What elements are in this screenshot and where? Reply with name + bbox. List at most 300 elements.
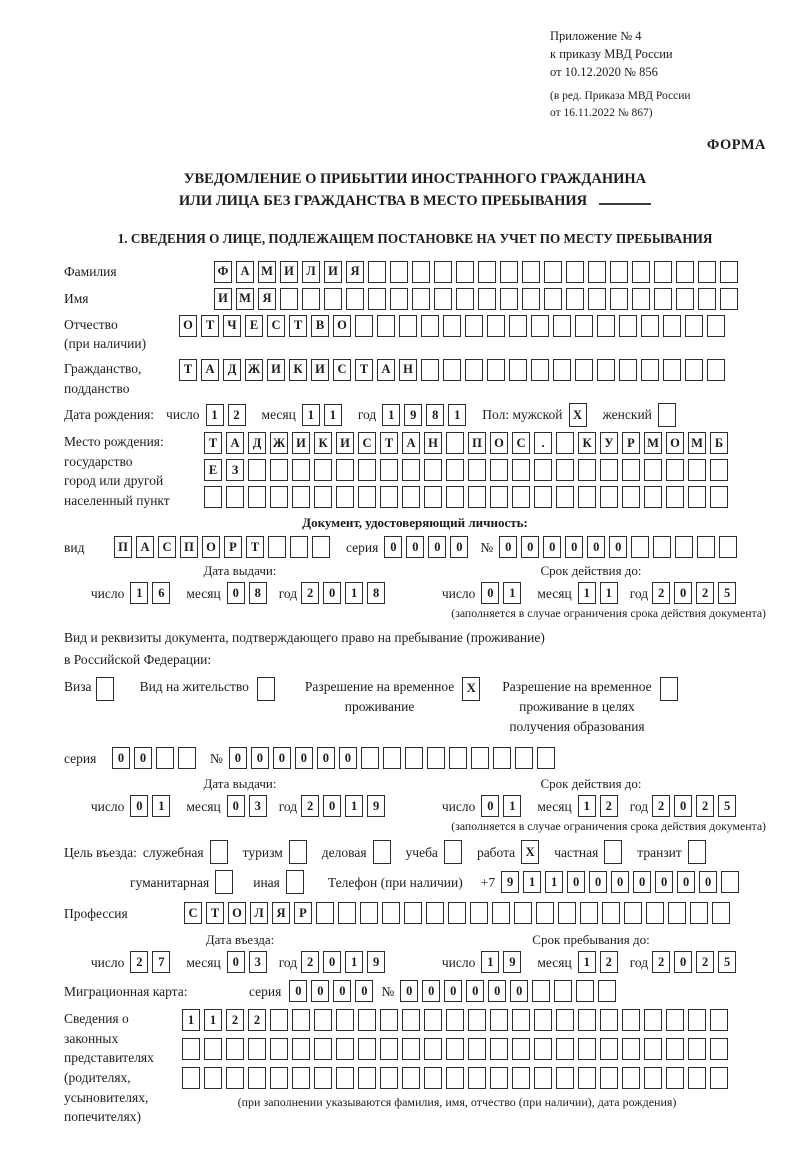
char-cell[interactable] [600,1038,618,1060]
char-cell[interactable]: А [201,359,219,381]
char-cell[interactable] [468,1009,486,1031]
char-cell[interactable]: 0 [317,747,335,769]
char-cell[interactable] [556,459,574,481]
char-cell[interactable] [619,315,637,337]
char-cell[interactable]: 1 [600,582,618,604]
char-cell[interactable] [490,486,508,508]
char-cell[interactable] [446,1009,464,1031]
char-cell[interactable]: 0 [611,871,629,893]
char-cell[interactable]: 1 [545,871,563,893]
char-cell[interactable]: К [289,359,307,381]
char-cell[interactable] [443,359,461,381]
char-cell[interactable] [720,288,738,310]
char-cell[interactable]: А [377,359,395,381]
char-cell[interactable] [280,288,298,310]
char-cell[interactable]: 2 [696,951,714,973]
char-cell[interactable] [544,261,562,283]
char-cell[interactable]: 0 [510,980,528,1002]
char-cell[interactable] [368,288,386,310]
char-cell[interactable]: Т [201,315,219,337]
char-cell[interactable] [399,315,417,337]
char-cell[interactable] [666,1067,684,1089]
char-cell[interactable] [336,1067,354,1089]
char-cell[interactable] [522,288,540,310]
char-cell[interactable] [610,261,628,283]
char-cell[interactable]: Е [204,459,222,481]
char-cell[interactable]: О [490,432,508,454]
char-cell[interactable] [578,1009,596,1031]
char-cell[interactable] [631,536,649,558]
char-cell[interactable]: И [324,261,342,283]
char-cell[interactable]: 2 [248,1009,266,1031]
char-cell[interactable]: Н [424,432,442,454]
char-cell[interactable] [588,288,606,310]
char-cell[interactable] [644,1009,662,1031]
char-cell[interactable]: М [258,261,276,283]
char-cell[interactable]: 0 [355,980,373,1002]
char-cell[interactable]: Д [223,359,241,381]
char-cell[interactable]: 2 [696,582,714,604]
char-cell[interactable]: 5 [718,795,736,817]
char-cell[interactable]: С [267,315,285,337]
char-cell[interactable] [688,1009,706,1031]
char-cell[interactable] [226,1038,244,1060]
char-cell[interactable]: Т [246,536,264,558]
char-cell[interactable] [578,459,596,481]
char-cell[interactable]: 1 [448,404,466,426]
char-cell[interactable] [446,432,464,454]
char-cell[interactable] [373,840,391,864]
char-cell[interactable] [412,261,430,283]
char-cell[interactable] [402,459,420,481]
char-cell[interactable] [449,747,467,769]
char-cell[interactable] [663,359,681,381]
char-cell[interactable] [556,1038,574,1060]
char-cell[interactable]: 0 [112,747,130,769]
char-cell[interactable]: З [226,459,244,481]
char-cell[interactable]: 0 [400,980,418,1002]
char-cell[interactable] [421,315,439,337]
char-cell[interactable] [478,261,496,283]
char-cell[interactable]: 0 [677,871,695,893]
char-cell[interactable]: С [512,432,530,454]
char-cell[interactable] [456,261,474,283]
char-cell[interactable]: 9 [501,871,519,893]
char-cell[interactable] [676,261,694,283]
char-cell[interactable] [465,359,483,381]
char-cell[interactable]: Р [622,432,640,454]
char-cell[interactable] [292,459,310,481]
char-cell[interactable] [558,902,576,924]
char-cell[interactable] [698,288,716,310]
char-cell[interactable]: Т [179,359,197,381]
char-cell[interactable]: 0 [227,951,245,973]
char-cell[interactable] [597,315,615,337]
char-cell[interactable] [654,288,672,310]
char-cell[interactable] [358,486,376,508]
char-cell[interactable] [289,840,307,864]
char-cell[interactable]: Н [399,359,417,381]
char-cell[interactable]: Ф [214,261,232,283]
char-cell[interactable] [619,359,637,381]
char-cell[interactable] [456,288,474,310]
char-cell[interactable] [537,747,555,769]
char-cell[interactable] [380,1038,398,1060]
char-cell[interactable] [688,840,706,864]
char-cell[interactable] [215,870,233,894]
char-cell[interactable]: 5 [718,582,736,604]
char-cell[interactable] [210,840,228,864]
char-cell[interactable]: И [214,288,232,310]
char-cell[interactable]: 0 [488,980,506,1002]
char-cell[interactable] [553,359,571,381]
char-cell[interactable] [204,1038,222,1060]
char-cell[interactable] [610,288,628,310]
char-cell[interactable] [290,536,308,558]
char-cell[interactable]: М [644,432,662,454]
char-cell[interactable]: 2 [301,795,319,817]
char-cell[interactable] [690,902,708,924]
char-cell[interactable] [424,1009,442,1031]
char-cell[interactable]: 0 [674,582,692,604]
char-cell[interactable] [566,261,584,283]
char-cell[interactable] [597,359,615,381]
char-cell[interactable] [248,1067,266,1089]
char-cell[interactable]: 2 [652,582,670,604]
char-cell[interactable]: 0 [251,747,269,769]
char-cell[interactable]: 1 [130,582,148,604]
char-cell[interactable] [286,870,304,894]
char-cell[interactable] [424,1067,442,1089]
char-cell[interactable] [515,747,533,769]
char-cell[interactable]: Т [380,432,398,454]
char-cell[interactable]: 0 [567,871,585,893]
char-cell[interactable] [576,980,594,1002]
char-cell[interactable]: К [578,432,596,454]
char-cell[interactable] [434,261,452,283]
char-cell[interactable] [292,486,310,508]
char-cell[interactable]: 0 [428,536,446,558]
char-cell[interactable] [248,1038,266,1060]
char-cell[interactable] [710,1038,728,1060]
char-cell[interactable] [424,1038,442,1060]
char-cell[interactable]: 5 [718,951,736,973]
char-cell[interactable] [226,486,244,508]
char-cell[interactable]: 1 [324,404,342,426]
char-cell[interactable] [268,536,286,558]
char-cell[interactable] [426,902,444,924]
char-cell[interactable] [688,1067,706,1089]
char-cell[interactable] [578,486,596,508]
char-cell[interactable] [553,315,571,337]
char-cell[interactable] [178,747,196,769]
char-cell[interactable] [412,288,430,310]
char-cell[interactable] [646,902,664,924]
char-cell[interactable] [604,840,622,864]
char-cell[interactable] [270,1067,288,1089]
char-cell[interactable] [641,359,659,381]
char-cell[interactable]: О [333,315,351,337]
char-cell[interactable]: . [534,432,552,454]
char-cell[interactable] [534,1067,552,1089]
char-cell[interactable]: А [136,536,154,558]
char-cell[interactable] [292,1009,310,1031]
char-cell[interactable] [336,1009,354,1031]
char-cell[interactable] [380,486,398,508]
char-cell[interactable] [487,315,505,337]
char-cell[interactable]: 0 [565,536,583,558]
char-cell[interactable] [390,288,408,310]
char-cell[interactable] [316,902,334,924]
char-cell[interactable] [644,1067,662,1089]
char-cell[interactable]: С [333,359,351,381]
char-cell[interactable] [556,1009,574,1031]
char-cell[interactable] [622,459,640,481]
char-cell[interactable] [434,288,452,310]
char-cell[interactable]: 0 [481,582,499,604]
char-cell[interactable] [492,902,510,924]
char-cell[interactable] [226,1067,244,1089]
char-cell[interactable] [358,1038,376,1060]
char-cell[interactable] [204,486,222,508]
char-cell[interactable]: 2 [130,951,148,973]
char-cell[interactable] [478,288,496,310]
char-cell[interactable] [598,980,616,1002]
char-cell[interactable] [622,1038,640,1060]
char-cell[interactable] [666,459,684,481]
char-cell[interactable] [512,486,530,508]
char-cell[interactable] [358,1009,376,1031]
char-cell[interactable] [668,902,686,924]
char-cell[interactable]: 0 [295,747,313,769]
char-cell[interactable]: 0 [422,980,440,1002]
char-cell[interactable]: 1 [206,404,224,426]
char-cell[interactable] [600,486,618,508]
char-cell[interactable] [556,1067,574,1089]
char-cell[interactable] [721,871,739,893]
char-cell[interactable]: М [236,288,254,310]
char-cell[interactable] [644,1038,662,1060]
char-cell[interactable]: 0 [227,795,245,817]
char-cell[interactable] [446,1067,464,1089]
char-cell[interactable] [490,1009,508,1031]
char-cell[interactable]: 2 [600,951,618,973]
char-cell[interactable] [536,902,554,924]
char-cell[interactable] [653,536,671,558]
char-cell[interactable]: 2 [301,951,319,973]
char-cell[interactable] [368,261,386,283]
char-cell[interactable] [314,1067,332,1089]
char-cell[interactable] [575,359,593,381]
char-cell[interactable]: Т [206,902,224,924]
char-cell[interactable]: Т [355,359,373,381]
char-cell[interactable] [443,315,461,337]
char-cell[interactable]: 1 [152,795,170,817]
char-cell[interactable]: И [267,359,285,381]
char-cell[interactable] [500,261,518,283]
char-cell[interactable]: С [358,432,376,454]
char-cell[interactable] [532,980,550,1002]
char-cell[interactable] [580,902,598,924]
char-cell[interactable] [270,1038,288,1060]
char-cell[interactable]: 2 [652,951,670,973]
char-cell[interactable]: Е [245,315,263,337]
char-cell[interactable]: А [236,261,254,283]
char-cell[interactable]: Б [710,432,728,454]
char-cell[interactable] [346,288,364,310]
char-cell[interactable] [622,486,640,508]
char-cell[interactable]: 9 [404,404,422,426]
char-cell[interactable] [600,1067,618,1089]
char-cell[interactable] [470,902,488,924]
char-cell[interactable]: С [158,536,176,558]
char-cell[interactable] [554,980,572,1002]
char-cell[interactable] [575,315,593,337]
char-cell[interactable] [641,315,659,337]
char-cell[interactable] [522,261,540,283]
char-cell[interactable] [446,486,464,508]
char-cell[interactable]: 0 [289,980,307,1002]
char-cell[interactable] [324,288,342,310]
char-cell[interactable]: 1 [345,795,363,817]
char-cell[interactable] [248,459,266,481]
char-cell[interactable] [622,1067,640,1089]
char-cell[interactable] [292,1038,310,1060]
char-cell[interactable] [248,486,266,508]
char-cell[interactable]: 0 [609,536,627,558]
char-cell[interactable]: И [280,261,298,283]
char-cell[interactable] [446,459,464,481]
char-cell[interactable]: 1 [578,795,596,817]
char-cell[interactable]: О [666,432,684,454]
char-cell[interactable] [624,902,642,924]
char-cell[interactable]: И [292,432,310,454]
char-cell[interactable]: Ч [223,315,241,337]
char-cell[interactable]: О [202,536,220,558]
char-cell[interactable] [468,459,486,481]
char-cell[interactable]: 0 [406,536,424,558]
char-cell[interactable]: 0 [311,980,329,1002]
char-cell[interactable]: Я [346,261,364,283]
char-cell[interactable] [292,1067,310,1089]
char-cell[interactable]: Л [250,902,268,924]
char-cell[interactable] [336,486,354,508]
char-cell[interactable] [632,261,650,283]
char-cell[interactable]: Ж [270,432,288,454]
char-cell[interactable] [556,432,574,454]
char-cell[interactable] [490,1038,508,1060]
char-cell[interactable]: П [468,432,486,454]
char-cell[interactable] [182,1067,200,1089]
char-cell[interactable]: 0 [499,536,517,558]
char-cell[interactable] [405,747,423,769]
char-cell[interactable]: 0 [589,871,607,893]
char-cell[interactable] [402,486,420,508]
char-cell[interactable] [314,459,332,481]
char-cell[interactable] [336,1038,354,1060]
char-cell[interactable] [666,1009,684,1031]
char-cell[interactable]: У [600,432,618,454]
char-cell[interactable] [336,459,354,481]
char-cell[interactable]: 0 [339,747,357,769]
char-cell[interactable] [622,1009,640,1031]
char-cell[interactable]: П [180,536,198,558]
char-cell[interactable] [710,1009,728,1031]
char-cell[interactable] [602,902,620,924]
char-cell[interactable]: И [336,432,354,454]
char-cell[interactable]: 0 [587,536,605,558]
char-cell[interactable]: 0 [273,747,291,769]
char-cell[interactable] [487,359,505,381]
char-cell[interactable] [468,1067,486,1089]
char-cell[interactable] [314,1038,332,1060]
char-cell[interactable] [688,1038,706,1060]
char-cell[interactable] [710,1067,728,1089]
char-cell[interactable] [270,486,288,508]
char-cell[interactable]: О [228,902,246,924]
char-cell[interactable]: Т [289,315,307,337]
char-cell[interactable] [493,747,511,769]
char-cell[interactable]: Д [248,432,266,454]
char-cell[interactable] [257,677,275,701]
char-cell[interactable] [204,1067,222,1089]
char-cell[interactable]: 0 [444,980,462,1002]
char-cell[interactable] [421,359,439,381]
char-cell[interactable]: 9 [503,951,521,973]
char-cell[interactable]: 0 [674,951,692,973]
char-cell[interactable] [710,459,728,481]
char-cell[interactable] [270,1009,288,1031]
char-cell[interactable] [719,536,737,558]
char-cell[interactable] [314,486,332,508]
char-cell[interactable] [390,261,408,283]
char-cell[interactable]: 1 [523,871,541,893]
char-cell[interactable] [707,315,725,337]
char-cell[interactable]: 8 [426,404,444,426]
char-cell[interactable] [644,459,662,481]
char-cell[interactable]: А [226,432,244,454]
char-cell[interactable]: 0 [466,980,484,1002]
char-cell[interactable]: 0 [333,980,351,1002]
char-cell[interactable] [685,359,703,381]
char-cell[interactable]: 1 [481,951,499,973]
char-cell[interactable]: 2 [301,582,319,604]
char-cell[interactable]: 7 [152,951,170,973]
char-cell[interactable] [685,315,703,337]
char-cell[interactable] [424,486,442,508]
char-cell[interactable]: 9 [367,795,385,817]
char-cell[interactable] [509,315,527,337]
char-cell[interactable]: 0 [655,871,673,893]
char-cell[interactable] [358,1067,376,1089]
char-cell[interactable]: П [114,536,132,558]
char-cell[interactable]: Р [294,902,312,924]
char-cell[interactable] [465,315,483,337]
char-cell[interactable]: 2 [652,795,670,817]
char-cell[interactable] [675,536,693,558]
char-cell[interactable] [490,459,508,481]
char-cell[interactable] [448,902,466,924]
char-cell[interactable] [156,747,174,769]
char-cell[interactable]: 0 [633,871,651,893]
char-cell[interactable]: Я [272,902,290,924]
char-cell[interactable] [512,1009,530,1031]
char-cell[interactable] [380,459,398,481]
char-cell[interactable] [712,902,730,924]
char-cell[interactable] [534,459,552,481]
char-cell[interactable] [707,359,725,381]
char-cell[interactable] [509,359,527,381]
